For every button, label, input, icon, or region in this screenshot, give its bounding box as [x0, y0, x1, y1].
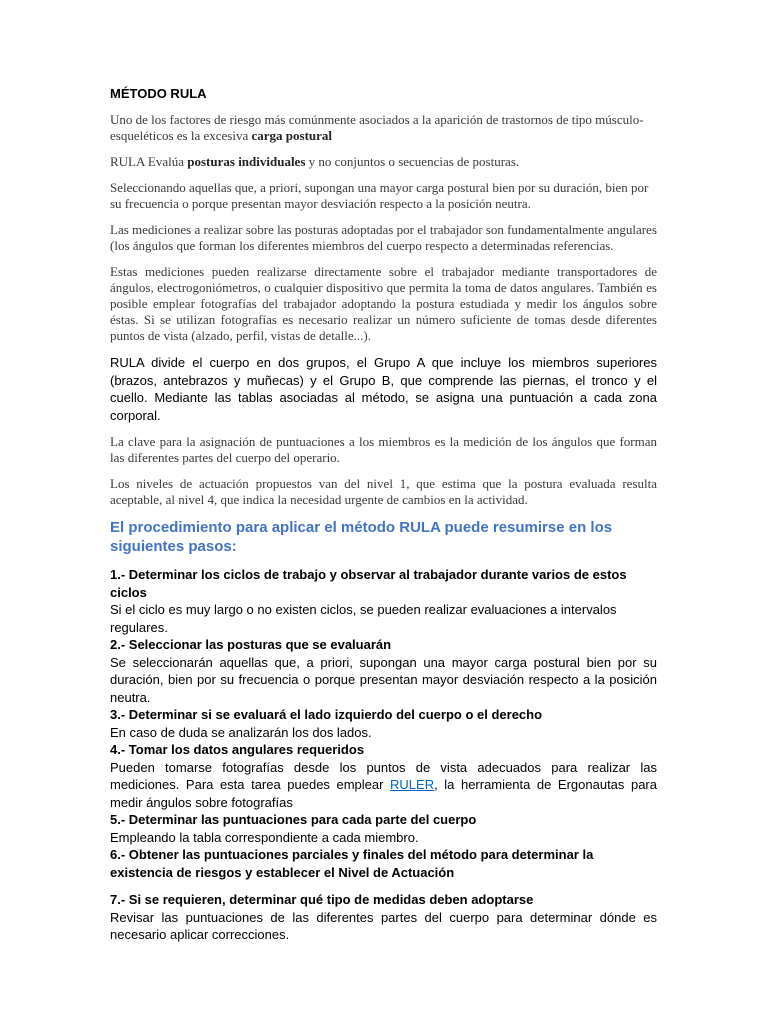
step-1-text: Si el ciclo es muy largo o no existen ciclos, se pueden realizar evaluaciones a intervalos regulares. [110, 602, 617, 635]
paragraph-groups: RULA divide el cuerpo en dos grupos, el Grupo A que incluye los miembros superiores (brazos, antebrazos y muñecas) y el Grupo B, que comprende las piernas, el tronco y el cuello. Mediante las tablas asociadas al método, se asigna una puntuación a cada zona corporal. [110, 355, 657, 423]
paragraph-measurements: Las mediciones a realizar sobre las posturas adoptadas por el trabajador son fundamentalmente angulares (los ángulos que forman los diferentes miembros del cuerpo respecto a determinadas referencias. [110, 222, 657, 253]
paragraph-levels: Los niveles de actuación propuestos van del nivel 1, que estima que la postura evaluada resulta aceptable, al nivel 4, que indica la necesidad urgente de cambios en la actividad. [110, 476, 657, 507]
document-page [110, 86, 657, 944]
step-7-title: 7.- Si se requieren, determinar qué tipo de medidas deben adoptarse [110, 892, 534, 907]
procedure-heading: El procedimiento para aplicar el método RULA puede resumirse en los siguientes pasos: [110, 519, 613, 555]
step-4-text-a: Pueden tomarse fotografías desde los puntos de vista adecuados para realizar las mediciones. Para esta tarea puedes emplear [110, 759, 657, 792]
step-6-title: 6.- Obtener las puntuaciones parciales y finales del método para determinar la existencia de riesgos y establecer el Nivel de Actuación [110, 847, 594, 880]
step-7-text: Revisar las puntuaciones de las diferentes partes del cuerpo para determinar dónde es necesario aplicar correcciones. [110, 909, 657, 942]
paragraph-selection: Seleccionando aquellas que, a priori, supongan una mayor carga postural bien por su duración, bien por su frecuencia o porque presentan mayor desviación respecto a la posición neutra. [110, 180, 649, 211]
step-4-text-b: , la herramienta de Ergonautas para medir ángulos sobre fotografías [110, 777, 657, 810]
step-2-text: Se seleccionarán aquellas que, a priori, supongan una mayor carga postural bien por su duración, bien por su frecuencia o porque presentan mayor desviación respecto a la posición neutra. [110, 654, 657, 705]
step-4-text [110, 759, 657, 812]
step-5-title: 5.- Determinar las puntuaciones para cada parte del cuerpo [110, 812, 477, 827]
paragraph-intro-text: Uno de los factores de riesgo más comúnmente asociados a la aparición de trastornos de tipo músculo-esqueléticos es la excesiva [110, 112, 644, 143]
document-title: MÉTODO RULA [110, 86, 207, 101]
paragraph-2-bold: posturas individuales [187, 154, 306, 169]
paragraph-2-text-c: y no conjuntos o secuencias de posturas. [305, 154, 520, 169]
paragraph-intro [110, 112, 657, 144]
paragraph-instruments: Estas mediciones pueden realizarse directamente sobre el trabajador mediante transportadores de ángulos, electrogoniómetros, o cualquier dispositivo que permita la toma de datos angulares. También es posible emplear fotografías del trabajador adoptando la postura estudiada y medir los ángulos sobre éstas. Si se utilizan fotografías es necesario realizar un número suficiente de tomas desde diferentes puntos de vista (alzado, perfil, vistas de detalle...). [110, 264, 657, 343]
steps-list [110, 566, 657, 944]
paragraph-intro-bold: carga postural [251, 128, 333, 143]
step-2-title: 2.- Seleccionar las posturas que se evaluarán [110, 637, 392, 652]
paragraph-key: La clave para la asignación de puntuaciones a los miembros es la medición de los ángulos que forman las diferentes partes del cuerpo del operario. [110, 434, 657, 465]
step-3-text: En caso de duda se analizarán los dos lados. [110, 724, 372, 740]
step-1-title: 1.- Determinar los ciclos de trabajo y observar al trabajador durante varios de estos ciclos [110, 567, 627, 600]
ruler-link[interactable]: RULER [390, 777, 435, 792]
step-4-title: 4.- Tomar los datos angulares requeridos [110, 742, 365, 757]
paragraph-2-text-a: RULA Evalúa [110, 154, 188, 169]
paragraph-individual-postures [110, 154, 657, 170]
step-5-text: Empleando la tabla correspondiente a cada miembro. [110, 829, 419, 845]
step-3-title: 3.- Determinar si se evaluará el lado izquierdo del cuerpo o el derecho [110, 707, 543, 722]
